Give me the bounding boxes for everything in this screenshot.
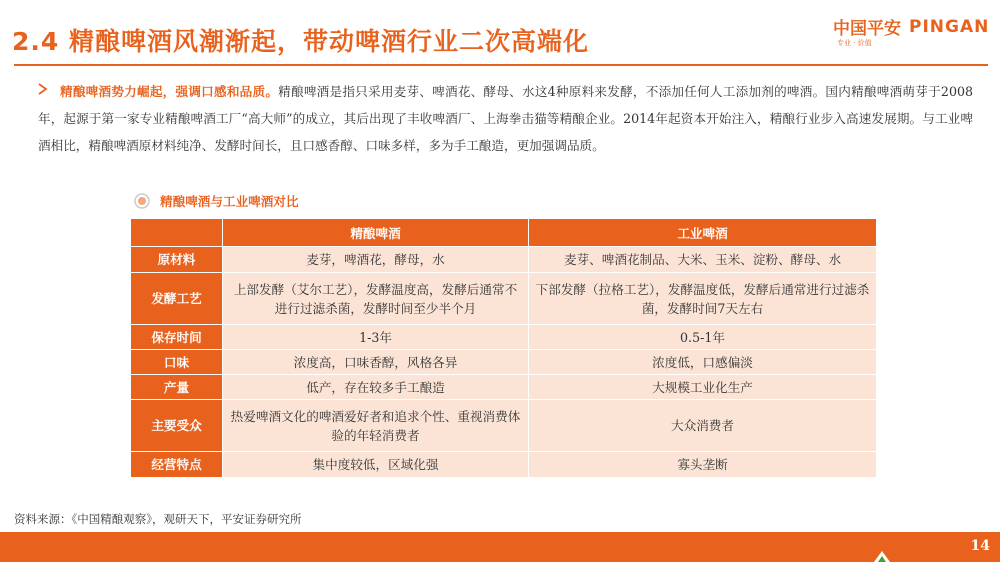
comparison-table: [130, 218, 877, 478]
page-number: 14: [970, 538, 990, 554]
source-note: 资料来源：《中国精酿观察》，观研天下，平安证券研究所: [14, 512, 302, 526]
intro-paragraph: [38, 78, 973, 159]
cell-industrial: 下部发酵（拉格工艺），发酵温度低，发酵后通常进行过滤杀菌，发酵时间7天左右: [529, 273, 877, 325]
footer-bar: [0, 532, 1000, 562]
logo-english: PINGAN: [909, 16, 990, 37]
row-label: 口味: [131, 350, 223, 375]
cell-craft: 麦芽，啤酒花，酵母，水: [223, 247, 529, 273]
row-label: 主要受众: [131, 400, 223, 452]
row-label: 经营特点: [131, 452, 223, 478]
column-header-craft: 精酿啤酒: [223, 219, 529, 247]
table-corner-header: [131, 219, 223, 247]
cell-industrial: 大规模工业化生产: [529, 375, 877, 400]
cell-craft: 低产，存在较多手工酿造: [223, 375, 529, 400]
cell-craft: 热爱啤酒文化的啤酒爱好者和追求个性、重视消费体验的年轻消费者: [223, 400, 529, 452]
table-heading: [134, 191, 299, 210]
cell-industrial: 浓度低，口感偏淡: [529, 350, 877, 375]
cell-craft: 集中度较低，区域化强: [223, 452, 529, 478]
cell-industrial: 寡头垄断: [529, 452, 877, 478]
table-row: [131, 273, 877, 325]
column-header-industrial: 工业啤酒: [529, 219, 877, 247]
cell-craft: 浓度高，口味香醇，风格各异: [223, 350, 529, 375]
row-label: 发酵工艺: [131, 273, 223, 325]
table-row: [131, 452, 877, 478]
footer-notch-icon: [872, 548, 892, 562]
table-row: [131, 350, 877, 375]
cell-industrial: 0.5-1年: [529, 325, 877, 350]
table-row: [131, 375, 877, 400]
target-circle-icon: [134, 193, 150, 209]
table-title: 精酿啤酒与工业啤酒对比: [160, 194, 299, 209]
cell-craft: 上部发酵（艾尔工艺），发酵温度高，发酵后通常不进行过滤杀菌，发酵时间至少半个月: [223, 273, 529, 325]
logo-slogan: 专业 · 价值: [837, 39, 872, 47]
cell-industrial: 大众消费者: [529, 400, 877, 452]
row-label: 原材料: [131, 247, 223, 273]
row-label: 产量: [131, 375, 223, 400]
paragraph-body: 精酿啤酒是指只采用麦芽、啤酒花、酵母、水这4种原料来发酵，不添加任何人工添加剂的啤酒。国内精酿啤酒萌芽于2008年，起源于第一家专业精酿啤酒工厂“高大师”的成立，其后出现了丰收啤酒厂、上海拳击猫等精酿企业。2014年起资本开始注入，精酿行业步入高速发展期。与工业啤酒相比，精酿啤酒原材料纯净、发酵时间长，且口感香醇、口味多样，多为手工酿造，更加强调品质。: [38, 84, 973, 153]
table-row: [131, 247, 877, 273]
pingan-logo: [833, 14, 993, 54]
table-row: [131, 400, 877, 452]
table-header-row: [131, 219, 877, 247]
logo-chinese: 中国平安: [833, 19, 901, 39]
paragraph-lead: 精酿啤酒势力崛起，强调口感和品质。: [60, 84, 279, 99]
title-divider: [14, 64, 988, 66]
cell-industrial: 麦芽、啤酒花制品、大米、玉米、淀粉、酵母、水: [529, 247, 877, 273]
table-row: [131, 325, 877, 350]
row-label: 保存时间: [131, 325, 223, 350]
page-title: 2.4 精酿啤酒风潮渐起，带动啤酒行业二次高端化: [12, 27, 589, 56]
cell-craft: 1-3年: [223, 325, 529, 350]
